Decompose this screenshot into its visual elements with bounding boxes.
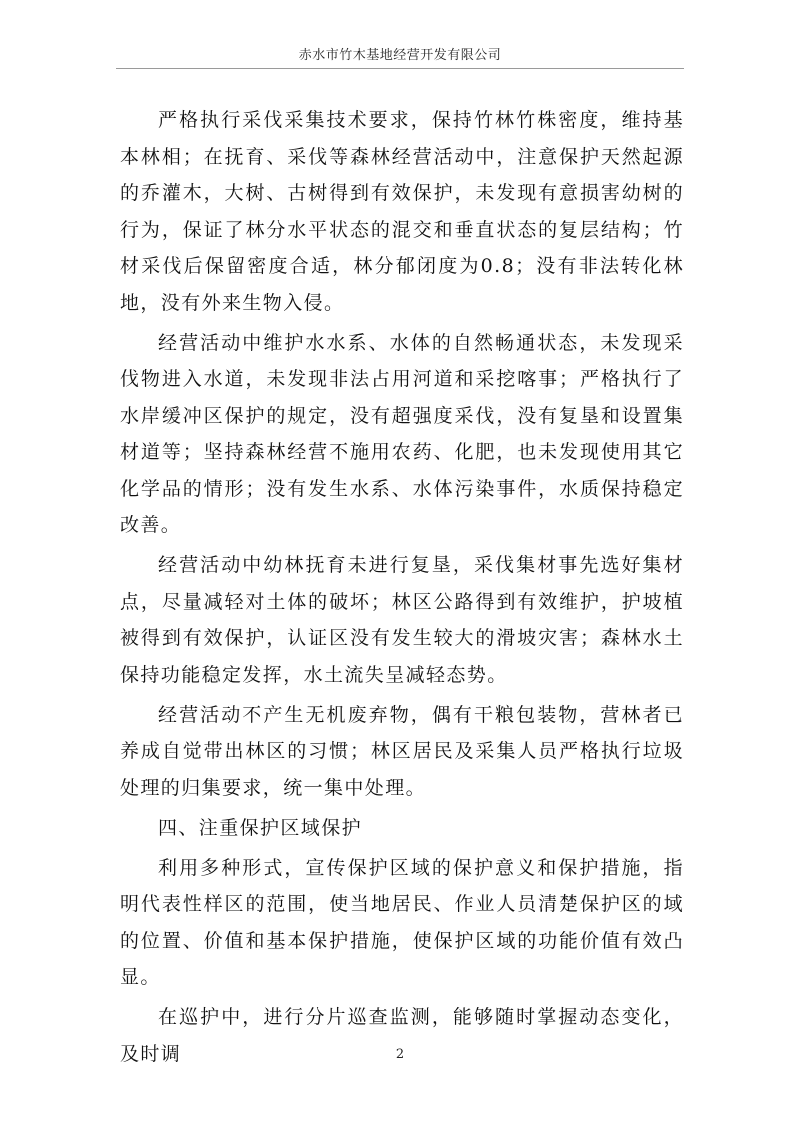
paragraph-soil-conservation: 经营活动中幼林抚育未进行复垦，采伐集材事先选好集材点，尽量减轻对土体的破坏；林区公路得到有效维护，护坡植被得到有效保护，认证区没有发生较大的滑坡灾害；森林水土保持功能稳定发挥，水土流失呈减轻态势。 <box>120 554 684 686</box>
document-body <box>120 102 684 1076</box>
page-number: 2 <box>395 1047 405 1062</box>
header-divider <box>116 68 684 69</box>
paragraph-protected-area-publicity: 利用多种形式，宣传保护区域的保护意义和保护措施，指明代表性样区的范围，使当地居民、作业人员清楚保护区的域的位置、价值和基本保护措施，使保护区域的功能价值有效凸显。 <box>120 856 684 988</box>
page-header: 赤水市竹木基地经营开发有限公司 <box>298 48 502 63</box>
section-heading-protected-area: 四、注重保护区域保护 <box>158 816 363 839</box>
paragraph-patrol-monitoring: 在巡护中，进行分片巡查监测，能够随时掌握动态变化，及时调 <box>120 1006 684 1065</box>
paragraph-forest-structure: 严格执行采伐采集技术要求，保持竹林竹株密度，维持基本林相；在抚育、采伐等森林经营活动中，注意保护天然起源的乔灌木，大树、古树得到有效保护，未发现有意损害幼树的行为，保证了林分水平状态的混交和垂直状态的复层结构；竹材采伐后保留密度合适，林分郁闭度为0.8；没有非法转化林地，没有外来生物入侵。 <box>120 109 684 314</box>
paragraph-waste-handling: 经营活动不产生无机废弃物，偶有干粮包装物，营林者已养成自觉带出林区的习惯；林区居民及采集人员严格执行垃圾处理的归集要求，统一集中处理。 <box>120 703 684 799</box>
paragraph-water-protection: 经营活动中维护水水系、水体的自然畅通状态，未发现采伐物进入水道，未发现非法占用河道和采挖喀事；严格执行了水岸缓冲区保护的规定，没有超强度采伐，没有复垦和设置集材道等；坚持森林经营不施用农药、化肥，也未发现使用其它化学品的情形；没有发生水系、水体污染事件，水质保持稳定改善。 <box>120 331 684 536</box>
